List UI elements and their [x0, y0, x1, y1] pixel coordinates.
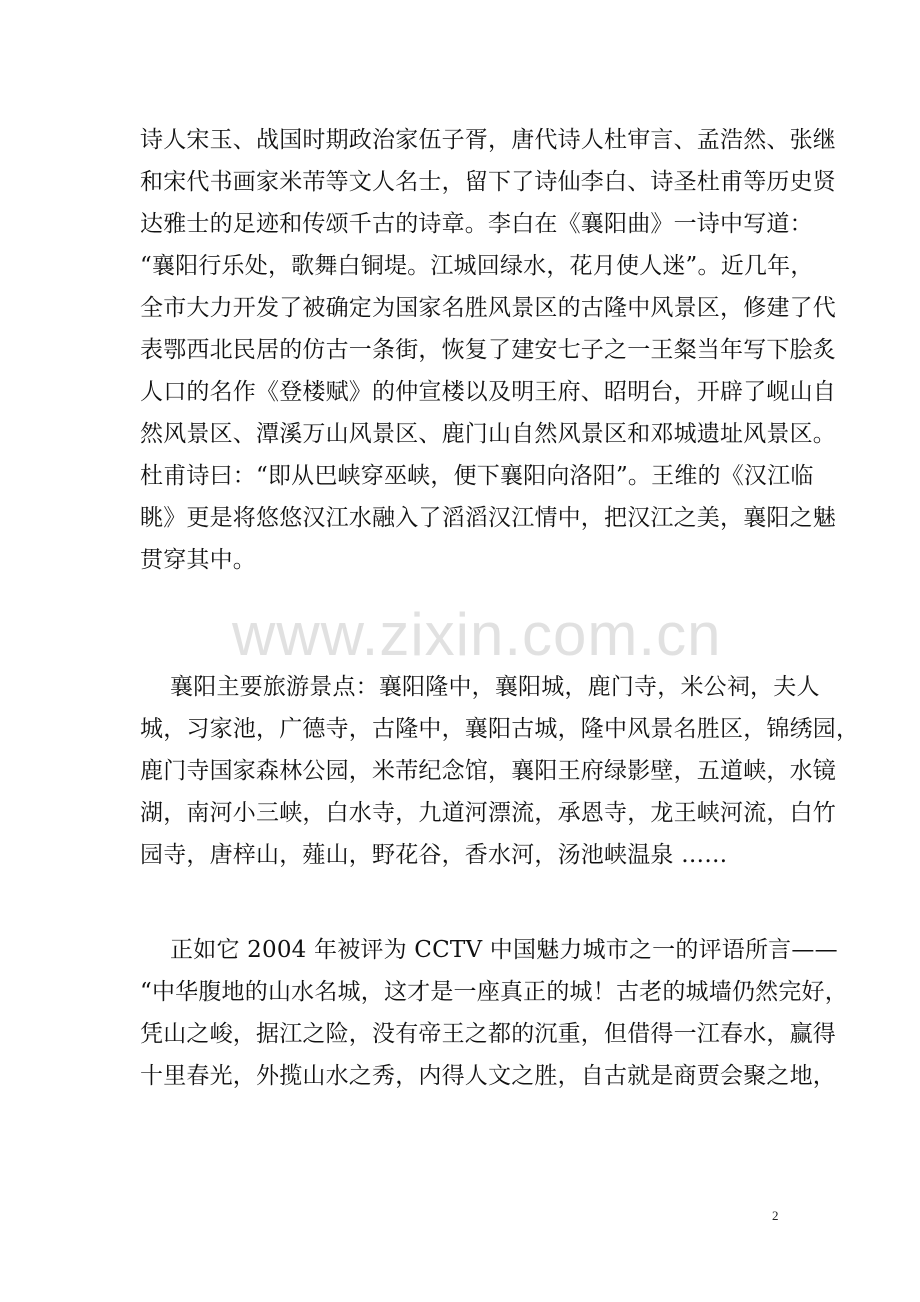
text-line: 贯穿其中。: [140, 547, 256, 573]
text-line: 杜甫诗曰：“即从巴峡穿巫峡，便下襄阳向洛阳”。王维的《汉江临: [140, 463, 814, 489]
text-line: 园寺，唐梓山，薤山，野花谷，香水河，汤池峡温泉 ……: [140, 842, 728, 868]
text-line: 诗人宋玉、战国时期政治家伍子胥，唐代诗人杜审言、孟浩然、张继: [140, 127, 836, 153]
text-line: “襄阳行乐处，歌舞白铜堤。江城回绿水，花月使人迷”。近几年，: [140, 253, 814, 279]
text-line: 正如它 2004 年被评为 CCTV 中国魅力城市之一的评语所言——: [140, 937, 838, 963]
text-line: 达雅士的足迹和传颂千古的诗章。李白在《襄阳曲》一诗中写道：: [140, 211, 813, 237]
text-line: 襄阳主要旅游景点：襄阳隆中，襄阳城，鹿门寺，米公祠，夫人: [140, 674, 820, 700]
text-line: 然风景区、潭溪万山风景区、鹿门山自然风景区和邓城遗址风景区。: [140, 421, 836, 447]
text-line: 凭山之峻，据江之险，没有帝王之都的沉重，但借得一江春水，赢得: [140, 1021, 836, 1047]
text-line: 人口的名作《登楼赋》的仲宣楼以及明王府、昭明台，开辟了岘山自: [140, 379, 836, 405]
text-line: 城，习家池，广德寺，古隆中，襄阳古城，隆中风景名胜区，锦绣园，: [140, 716, 860, 742]
text-line: “中华腹地的山水名城，这才是一座真正的城！古老的城墙仍然完好，: [140, 979, 848, 1005]
paragraph-2: [140, 666, 860, 876]
watermark-text: www.zixin.com.cn: [232, 601, 722, 668]
text-line: 鹿门寺国家森林公园，米芾纪念馆，襄阳王府绿影壁，五道峡，水镜: [140, 758, 836, 784]
paragraph-3: [140, 929, 848, 1097]
text-line: 全市大力开发了被确定为国家名胜风景区的古隆中风景区，修建了代: [140, 295, 836, 321]
paragraph-1: [140, 119, 836, 581]
text-line: 和宋代书画家米芾等文人名士，留下了诗仙李白、诗圣杜甫等历史贤: [140, 169, 836, 195]
text-line: 表鄂西北民居的仿古一条街，恢复了建安七子之一王粲当年写下脍炙: [140, 337, 836, 363]
text-line: 十里春光，外揽山水之秀，内得人文之胜，自古就是商贾会聚之地，: [140, 1063, 836, 1089]
text-line: 湖，南河小三峡，白水寺，九道河漂流，承恩寺，龙王峡河流，白竹: [140, 800, 836, 826]
page-number: 2: [772, 1208, 779, 1223]
text-line: 眺》更是将悠悠汉江水融入了滔滔汉江情中，把汉江之美，襄阳之魅: [140, 505, 836, 531]
